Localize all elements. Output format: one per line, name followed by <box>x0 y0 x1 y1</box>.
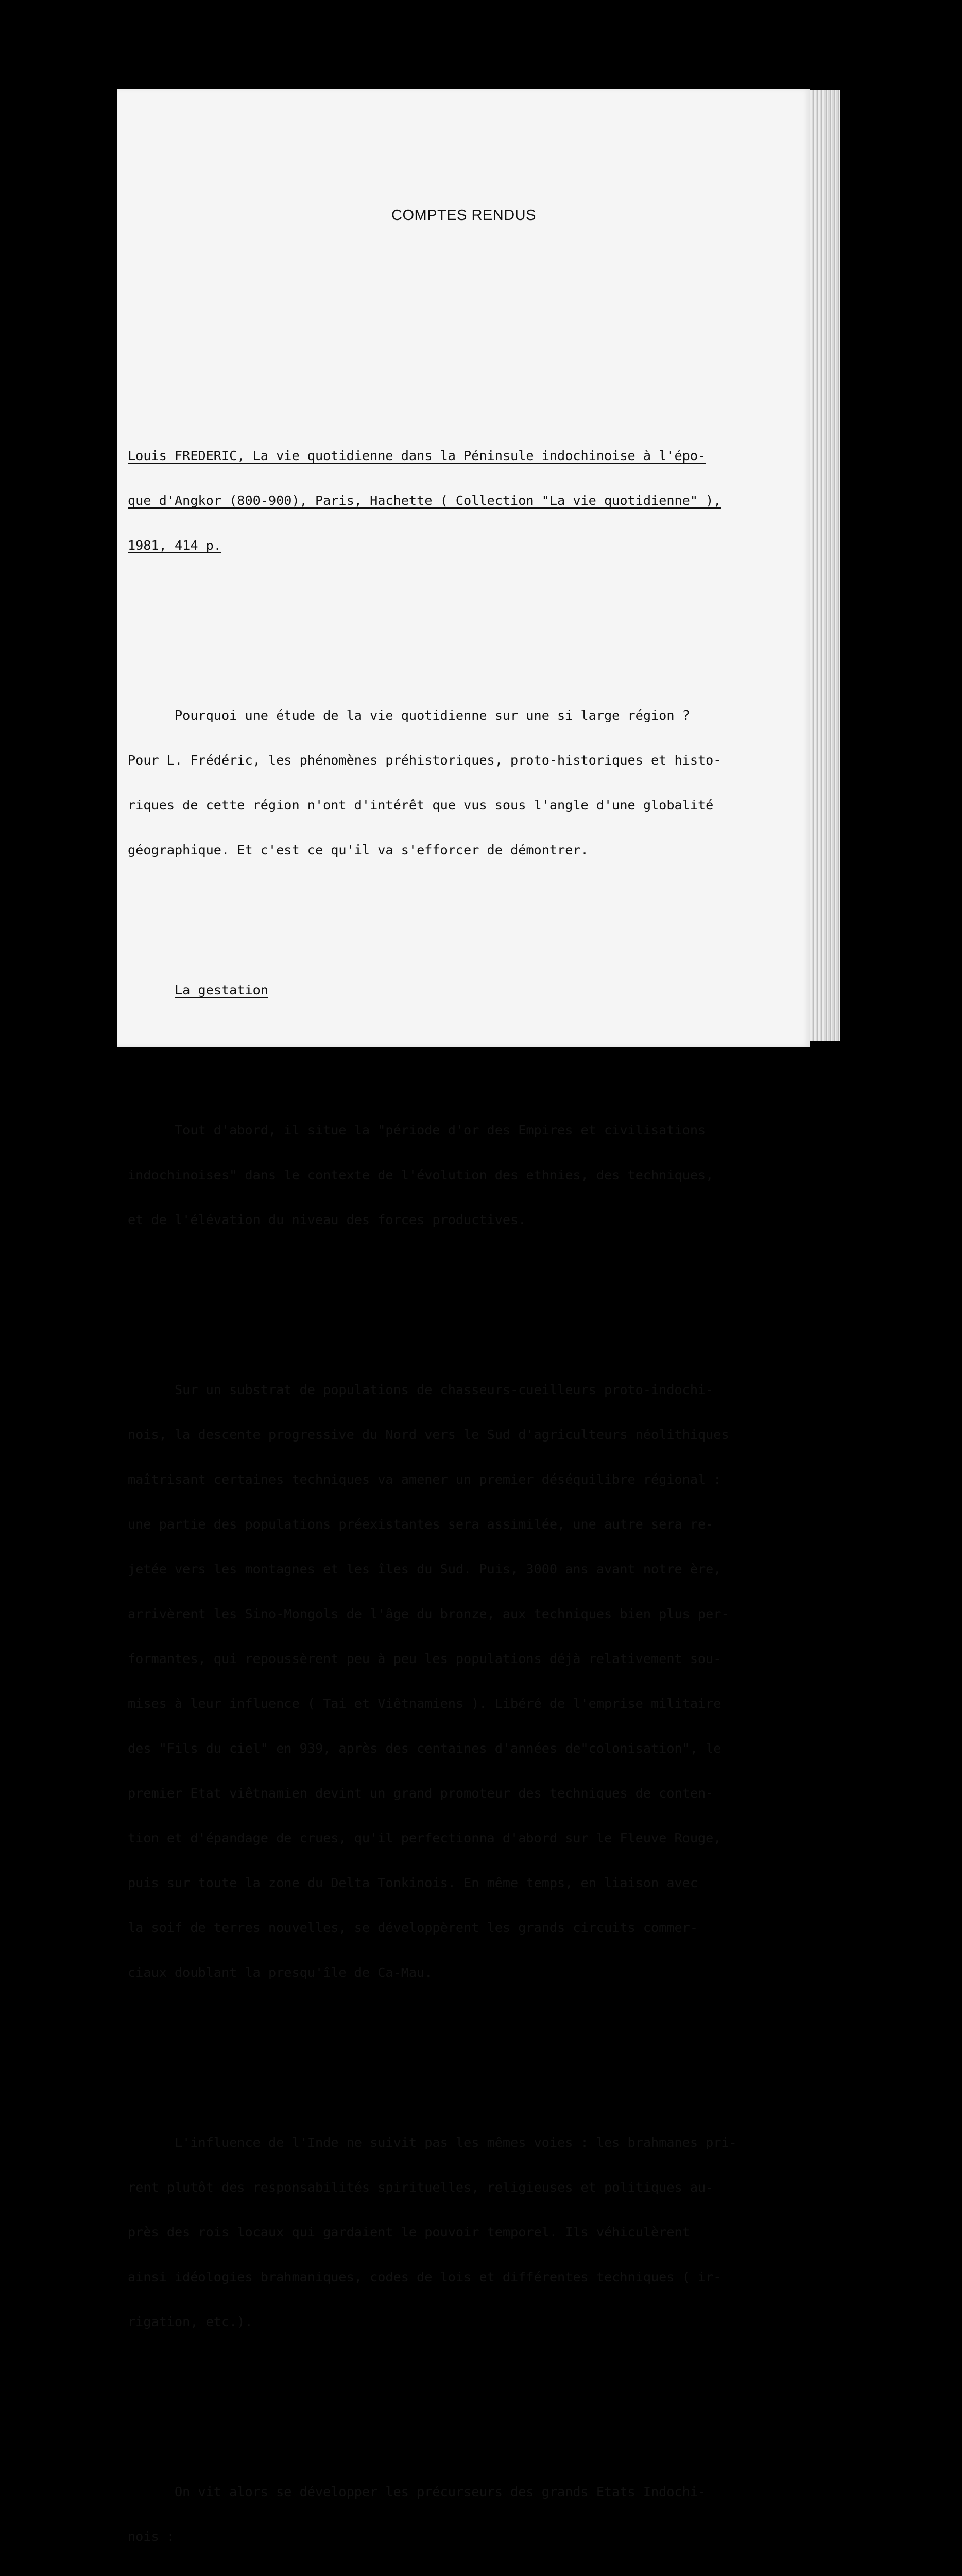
text-line: des "Fils du ciel" en 939, après des centaines d'années de"colonisation", le <box>128 1741 722 1756</box>
text-line: riques de cette région n'ont d'intérêt que vus sous l'angle d'une globalité <box>128 798 714 812</box>
section-title: La gestation <box>175 982 268 997</box>
text-line: indochinoises" dans le contexte de l'évolution des ethnies, des techniques, <box>128 1167 714 1182</box>
text-line: nois, la descente progressive du Nord vers le Sud d'agriculteurs néolithiques <box>128 1427 729 1442</box>
citation-line-3: 1981, 414 p. <box>128 538 221 553</box>
paragraph-2 <box>128 1093 813 1257</box>
text-line: Sur un substrat de populations de chasseurs-cueilleurs proto-indochi- <box>128 1382 714 1397</box>
text-line: tion et d'épandage de crues, qu'il perfectionna d'abord sur le Fleuve Rouge, <box>128 1831 722 1845</box>
paragraph-3 <box>128 1352 813 2010</box>
text-line: formantes, qui repoussèrent peu à peu les populations déjà relativement sou- <box>128 1651 722 1666</box>
text-line: puis sur toute la zone du Delta Tonkinois. En même temps, en liaison avec <box>128 1875 698 1890</box>
text-line: ainsi idéologies brahmaniques, codes de lois et différentes techniques ( ir- <box>128 2269 722 2284</box>
document-page <box>117 89 810 2544</box>
page-heading: COMPTES RENDUS <box>391 207 536 224</box>
text-line: jetée vers les montagnes et les îles du Sud. Puis, 3000 ans avant notre ère, <box>128 1562 722 1577</box>
paragraph-4 <box>128 2105 813 2359</box>
citation <box>128 418 813 583</box>
text-line: Pourquoi une étude de la vie quotidienne sur une si large région ? <box>128 708 690 723</box>
text-line: et de l'élévation du niveau des forces productives. <box>128 1212 526 1227</box>
text-line: premier Etat viêtnamien devint un grand promoteur des techniques de conten- <box>128 1786 714 1801</box>
paragraph-1 <box>128 678 813 887</box>
paragraph-5 <box>128 2454 813 2574</box>
citation-line-2: que d'Angkor (800-900), Paris, Hachette ( Collection "La vie quotidienne" ), <box>128 493 722 508</box>
text-line: Pour L. Frédéric, les phénomènes préhistoriques, proto-historiques et histo- <box>128 753 722 768</box>
text-line: la soif de terres nouvelles, se développèrent les grands circuits commer- <box>128 1920 698 1935</box>
document-body <box>128 388 813 2576</box>
text-line: On vit alors se développer les précurseurs des grands Etats Indochi- <box>128 2484 706 2499</box>
text-line: près des rois locaux qui gardaient le pouvoir temporel. Ils véhiculèrent <box>128 2225 690 2240</box>
text-line: rigation, etc.). <box>128 2314 253 2329</box>
text-line: ciaux doublant la presqu'île de Ca-Mau. <box>128 1965 433 1980</box>
text-line: rent plutôt des responsabilités spirituelles, religieuses et politiques au- <box>128 2180 714 2195</box>
section-title-line <box>128 982 813 997</box>
text-line: nois : <box>128 2529 175 2544</box>
text-line: géographique. Et c'est ce qu'il va s'efforcer de démontrer. <box>128 842 589 857</box>
text-line: arrivèrent les Sino-Mongols de l'âge du bronze, aux techniques bien plus per- <box>128 1606 729 1621</box>
text-line: mises à leur influence ( Tai et Viêtnamiens ). Libéré de l'emprise militaire <box>128 1696 722 1711</box>
citation-line-1: Louis FREDERIC, La vie quotidienne dans la Péninsule indochinoise à l'épo- <box>128 448 706 463</box>
text-line: une partie des populations préexistantes sera assimilée, une autre sera re- <box>128 1517 714 1532</box>
text-line: L'influence de l'Inde ne suivit pas les mêmes voies : les brahmanes pri- <box>128 2135 737 2150</box>
text-line: maîtrisant certaines techniques va amener un premier déséquilibre régional : <box>128 1472 722 1487</box>
text-line: Tout d'abord, il situe la "période d'or des Empires et civilisations <box>128 1123 706 1138</box>
